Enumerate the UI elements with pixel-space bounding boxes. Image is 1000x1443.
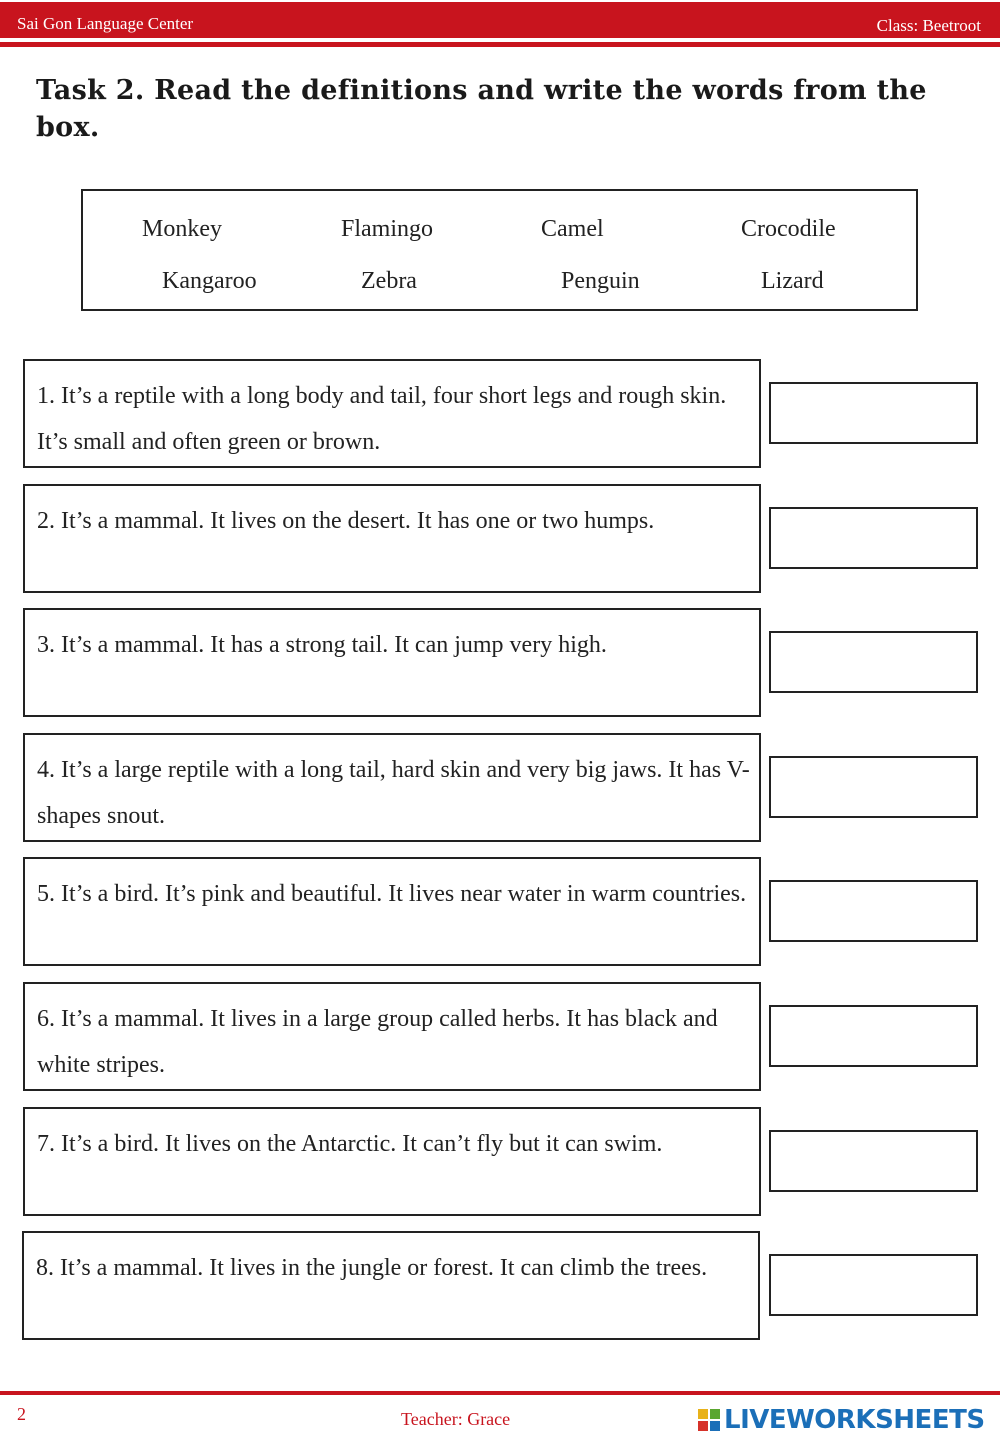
question-box-4 — [23, 733, 761, 842]
logo-blocks-icon — [698, 1409, 720, 1431]
answer-input-3[interactable] — [769, 631, 978, 693]
question-text: 4. It’s a large reptile with a long tail, hard skin and very big jaws. It has V-shapes snout. — [37, 757, 750, 829]
logo-text: LIVEWORKSHEETS — [724, 1405, 985, 1435]
answer-input-6[interactable] — [769, 1005, 978, 1067]
question-text: 8. It’s a mammal. It lives in the jungle or forest. It can climb the trees. — [36, 1255, 708, 1281]
question-text: 3. It’s a mammal. It has a strong tail. It can jump very high. — [37, 632, 607, 658]
school-name: Sai Gon Language Center — [17, 14, 194, 33]
class-label: Class: Beetroot — [876, 16, 981, 35]
question-box-7 — [23, 1107, 761, 1216]
word-camel: Camel — [541, 216, 604, 242]
header-divider — [0, 42, 1000, 47]
question-box-3 — [23, 608, 761, 717]
question-text: 6. It’s a mammal. It lives in a large group called herbs. It has black and white stripes. — [37, 1006, 718, 1078]
word-zebra: Zebra — [361, 268, 417, 294]
question-text: 5. It’s a bird. It’s pink and beautiful. It lives near water in warm countries. — [37, 881, 747, 907]
answer-input-4[interactable] — [769, 756, 978, 818]
word-monkey: Monkey — [142, 216, 222, 242]
liveworksheets-logo[interactable] — [698, 1405, 985, 1435]
task-title: Task 2. Read the definitions and write the words from the box. — [36, 75, 927, 143]
header-bar — [0, 2, 1000, 38]
answer-input-2[interactable] — [769, 507, 978, 569]
answer-input-1[interactable] — [769, 382, 978, 444]
word-kangaroo: Kangaroo — [162, 268, 257, 294]
question-text: 1. It’s a reptile with a long body and tail, four short legs and rough skin. It’s small and often green or brown. — [37, 383, 727, 455]
word-flamingo: Flamingo — [341, 216, 434, 242]
word-lizard: Lizard — [761, 268, 824, 294]
word-box — [81, 189, 918, 311]
question-text: 7. It’s a bird. It lives on the Antarctic. It can’t fly but it can swim. — [37, 1131, 663, 1157]
answer-input-5[interactable] — [769, 880, 978, 942]
question-box-2 — [23, 484, 761, 593]
question-text: 2. It’s a mammal. It lives on the desert. It has one or two humps. — [37, 508, 655, 534]
question-box-8 — [22, 1231, 760, 1340]
footer-divider — [0, 1391, 1000, 1395]
teacher-label: Teacher: Grace — [401, 1409, 511, 1429]
question-box-5 — [23, 857, 761, 966]
page-number: 2 — [17, 1404, 26, 1424]
question-box-6 — [23, 982, 761, 1091]
answer-input-8[interactable] — [769, 1254, 978, 1316]
word-penguin: Penguin — [561, 268, 640, 294]
word-crocodile: Crocodile — [741, 216, 836, 242]
question-box-1 — [23, 359, 761, 468]
answer-input-7[interactable] — [769, 1130, 978, 1192]
